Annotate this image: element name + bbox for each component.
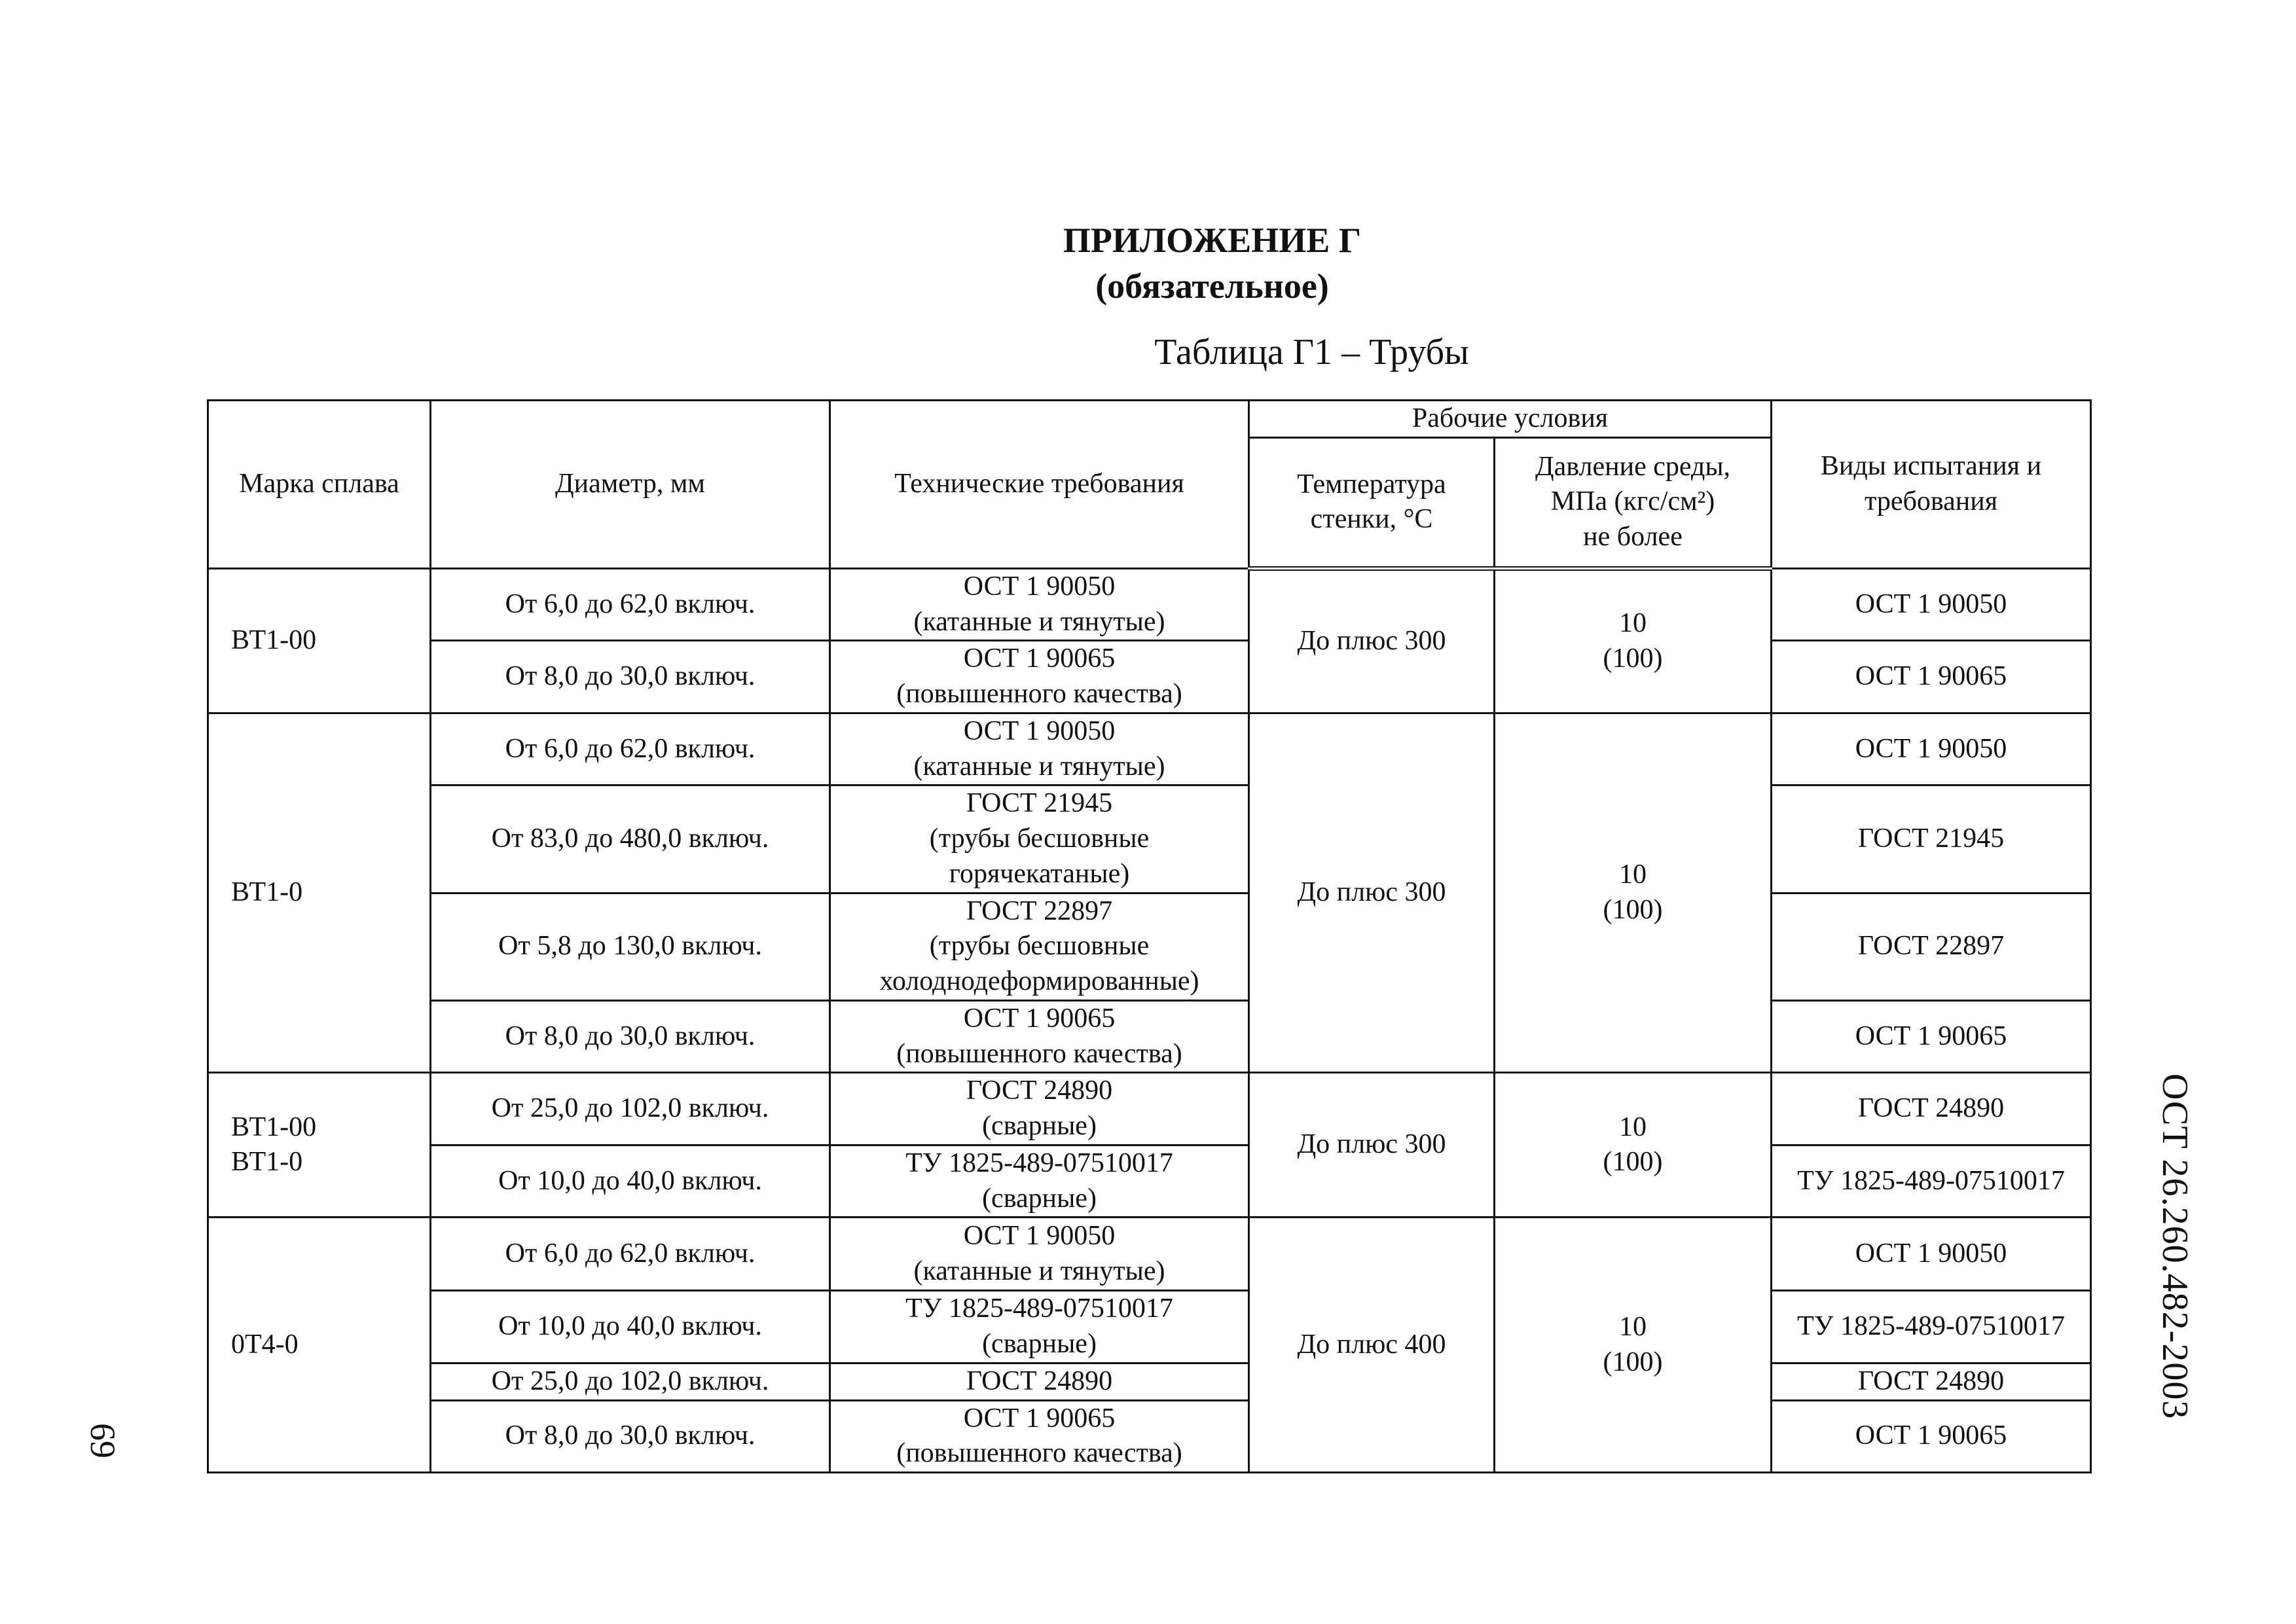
diameter-cell: От 10,0 до 40,0 включ. (431, 1145, 830, 1218)
temperature-cell: До плюс 400 (1249, 1218, 1495, 1473)
diameter-cell: От 6,0 до 62,0 включ. (431, 1218, 830, 1291)
diameter-cell: От 8,0 до 30,0 включ. (431, 1400, 830, 1473)
header-working-conditions: Рабочие условия (1249, 401, 1772, 438)
test-requirement-cell: ТУ 1825-489-07510017 (1772, 1145, 2091, 1218)
document-number: ОСТ 26.260.482-2003 (2155, 1074, 2195, 1420)
page-number: 69 (83, 1423, 122, 1458)
diameter-cell: От 5,8 до 130,0 включ. (431, 893, 830, 1000)
alloy-grade: ВТ1-0 (208, 713, 431, 1073)
table-row (208, 568, 2091, 641)
table-row (208, 1073, 2091, 1146)
tech-requirement-cell: ГОСТ 21945 (трубы бесшовные горячекатаные) (830, 785, 1249, 893)
table-body (208, 568, 2091, 1472)
table-row (208, 785, 2091, 893)
test-requirement-cell: ОСТ 1 90065 (1772, 1400, 2091, 1473)
test-requirement-cell: ОСТ 1 90065 (1772, 1000, 2091, 1073)
pipes-table (207, 399, 2092, 1473)
test-requirement-cell: ГОСТ 22897 (1772, 893, 2091, 1000)
tech-requirement-cell: ОСТ 1 90050 (катанные и тянутые) (830, 713, 1249, 785)
table-row (208, 1400, 2091, 1473)
table-caption: Таблица Г1 – Трубы (1154, 332, 1469, 372)
alloy-grade: ВТ1-00 (208, 568, 431, 713)
alloy-grade: ВТ1-00 ВТ1-0 (208, 1073, 431, 1218)
tech-requirement-cell: ОСТ 1 90050 (катанные и тянутые) (830, 568, 1249, 641)
table-row (208, 1218, 2091, 1291)
table-row (208, 1000, 2091, 1073)
tech-requirement-cell: ТУ 1825-489-07510017 (сварные) (830, 1291, 1249, 1363)
pressure-cell: 10 (100) (1495, 1073, 1772, 1218)
table-row (208, 1291, 2091, 1363)
tech-requirement-cell: ОСТ 1 90050 (катанные и тянутые) (830, 1218, 1249, 1291)
header-tech-requirements: Технические требования (830, 401, 1249, 569)
header-diameter: Диаметр, мм (431, 401, 830, 569)
header-alloy: Марка сплава (208, 401, 431, 569)
header-pressure: Давление среды, МПа (кгс/см²) не более (1495, 437, 1772, 568)
tech-requirement-cell: ГОСТ 24890 (830, 1363, 1249, 1400)
alloy-grade: 0Т4-0 (208, 1218, 431, 1473)
tech-requirement-cell: ТУ 1825-489-07510017 (сварные) (830, 1145, 1249, 1218)
temperature-cell: До плюс 300 (1249, 713, 1495, 1073)
diameter-cell: От 8,0 до 30,0 включ. (431, 1000, 830, 1073)
tech-requirement-cell: ОСТ 1 90065 (повышенного качества) (830, 1400, 1249, 1473)
table-row (208, 713, 2091, 785)
pressure-cell: 10 (100) (1495, 713, 1772, 1073)
tech-requirement-cell: ГОСТ 22897 (трубы бесшовные холоднодеформированные) (830, 893, 1249, 1000)
diameter-cell: От 25,0 до 102,0 включ. (431, 1073, 830, 1146)
diameter-cell: От 10,0 до 40,0 включ. (431, 1291, 830, 1363)
temperature-cell: До плюс 300 (1249, 568, 1495, 713)
test-requirement-cell: ТУ 1825-489-07510017 (1772, 1291, 2091, 1363)
tech-requirement-cell: ГОСТ 24890 (сварные) (830, 1073, 1249, 1146)
table-row (208, 641, 2091, 713)
test-requirement-cell: ГОСТ 21945 (1772, 785, 2091, 893)
header-tests: Виды испытания и требования (1772, 401, 2091, 569)
diameter-cell: От 6,0 до 62,0 включ. (431, 713, 830, 785)
diameter-cell: От 8,0 до 30,0 включ. (431, 641, 830, 713)
pressure-cell: 10 (100) (1495, 1218, 1772, 1473)
table-row (208, 893, 2091, 1000)
tech-requirement-cell: ОСТ 1 90065 (повышенного качества) (830, 1000, 1249, 1073)
diameter-cell: От 6,0 до 62,0 включ. (431, 568, 830, 641)
tech-requirement-cell: ОСТ 1 90065 (повышенного качества) (830, 641, 1249, 713)
appendix-subtitle: (обязательное) (1095, 266, 1329, 306)
diameter-cell: От 25,0 до 102,0 включ. (431, 1363, 830, 1400)
table-row (208, 1363, 2091, 1400)
test-requirement-cell: ОСТ 1 90050 (1772, 568, 2091, 641)
header-temperature: Температура стенки, °С (1249, 437, 1495, 568)
test-requirement-cell: ОСТ 1 90050 (1772, 1218, 2091, 1291)
temperature-cell: До плюс 300 (1249, 1073, 1495, 1218)
test-requirement-cell: ГОСТ 24890 (1772, 1073, 2091, 1146)
test-requirement-cell: ГОСТ 24890 (1772, 1363, 2091, 1400)
pressure-cell: 10 (100) (1495, 568, 1772, 713)
test-requirement-cell: ОСТ 1 90065 (1772, 641, 2091, 713)
table-row (208, 1145, 2091, 1218)
appendix-title: ПРИЛОЖЕНИЕ Г (1063, 221, 1362, 260)
test-requirement-cell: ОСТ 1 90050 (1772, 713, 2091, 785)
diameter-cell: От 83,0 до 480,0 включ. (431, 785, 830, 893)
